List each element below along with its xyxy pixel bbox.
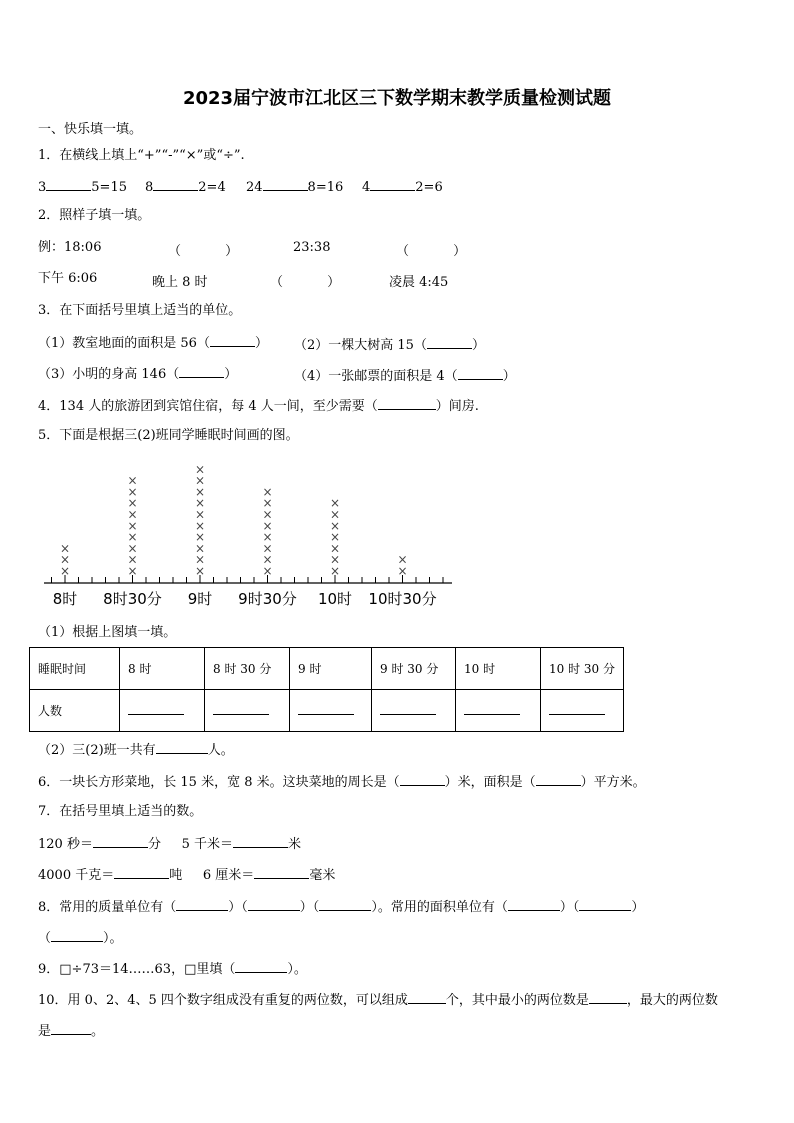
- q8-mid: ）（: [299, 900, 320, 915]
- data-mark: ×: [262, 552, 273, 567]
- answer-blank[interactable]: [589, 991, 627, 1004]
- data-mark: ×: [127, 564, 138, 578]
- data-mark: ×: [329, 530, 341, 545]
- q3-item-3: （3）小明的身高 146（: [38, 367, 180, 382]
- tick-labels: [53, 590, 437, 608]
- q2-time: 23:38: [293, 240, 331, 255]
- answer-blank[interactable]: [176, 898, 228, 911]
- data-mark: ×: [262, 496, 273, 511]
- q7-a3: 5 千米＝: [181, 837, 234, 852]
- q10-text-c: ，最大的两位数: [626, 993, 718, 1008]
- q10-line2-b: 。: [91, 1024, 105, 1039]
- answer-blank[interactable]: [248, 898, 300, 911]
- answer-blank[interactable]: [378, 397, 436, 410]
- answer-blank[interactable]: [51, 929, 103, 942]
- sleep-dot-plot: [38, 455, 458, 615]
- data-mark: ×: [329, 518, 341, 533]
- data-mark: ×: [127, 530, 138, 545]
- question-9-text: [38, 960, 307, 978]
- q1-item-right: 2=6: [415, 180, 443, 195]
- answer-blank[interactable]: [536, 773, 581, 786]
- data-mark: ×: [127, 496, 138, 511]
- q7-a2: 分: [147, 837, 161, 852]
- q8-line2-open: （: [38, 931, 52, 946]
- q9-text-b: ）。: [287, 962, 307, 977]
- question-1-text: 1．在横线上填上“+”“-”“×”或“÷”.: [38, 148, 245, 163]
- table-header-cell: 睡眠时间: [30, 648, 120, 690]
- question-1-items: [38, 178, 127, 196]
- q8-text-a: 8．常用的质量单位有（: [38, 900, 177, 915]
- answer-blank[interactable]: [508, 898, 560, 911]
- q6-text-c: ）平方米。: [580, 775, 646, 790]
- q8-line2-close: ）。: [103, 931, 123, 946]
- data-mark: ×: [397, 564, 408, 578]
- data-mark: ×: [194, 564, 206, 578]
- q2-evening: 晚上 8 时: [152, 275, 208, 290]
- question-3-text: 3．在下面括号里填上适当的单位。: [38, 303, 242, 318]
- q6-text-a: 6．一块长方形菜地，长 15 米，宽 8 米。这块菜地的周长是（: [38, 775, 400, 790]
- answer-blank[interactable]: [114, 866, 169, 879]
- answer-blank[interactable]: [156, 741, 208, 754]
- data-mark: ×: [194, 541, 206, 556]
- q4-text-b: ）间房.: [435, 399, 479, 414]
- data-mark: ×: [329, 564, 341, 578]
- question-10-text: [38, 991, 718, 1009]
- answer-blank[interactable]: [93, 835, 148, 848]
- q1-item-right: 8=16: [307, 180, 344, 195]
- q7-b3: 6 厘米＝: [202, 868, 255, 883]
- q7-a4: 米: [288, 837, 302, 852]
- tick-label: 10时30分: [368, 590, 437, 608]
- answer-blank[interactable]: [210, 334, 255, 347]
- answer-blank[interactable]: [427, 336, 472, 349]
- data-mark: ×: [127, 541, 138, 556]
- answer-paren[interactable]: （ ）: [270, 275, 341, 290]
- data-mark: ×: [262, 507, 273, 522]
- data-mark: ×: [329, 496, 341, 511]
- q7-b4: 毫米: [309, 868, 336, 883]
- q1-item-right: 5=15: [91, 180, 127, 195]
- q4-text-a: 4．134 人的旅游团到宾馆住宿，每 4 人一间，至少需要（: [38, 399, 378, 414]
- data-mark: ×: [127, 507, 138, 522]
- data-mark: ×: [194, 484, 206, 499]
- data-mark: ×: [127, 484, 138, 499]
- tick-label: 8时: [52, 590, 78, 608]
- data-mark: ×: [262, 541, 273, 556]
- q5-sub-2: [38, 741, 234, 759]
- data-mark: ×: [329, 507, 341, 522]
- data-mark: ×: [194, 552, 206, 567]
- answer-blank[interactable]: [458, 367, 503, 380]
- data-mark: ×: [194, 462, 206, 477]
- table-answer-cell[interactable]: [205, 690, 290, 732]
- q3-close: ）: [502, 369, 516, 384]
- question-8-text: [38, 898, 644, 916]
- data-mark: ×: [59, 564, 71, 578]
- answer-blank[interactable]: [263, 178, 308, 191]
- tick-label: 9时30分: [238, 590, 297, 608]
- page-title: 2023届宁波市江北区三下数学期末教学质量检测试题: [182, 88, 612, 109]
- q3-item-2: （2）一棵大树高 15（: [294, 338, 427, 353]
- q7-b2: 吨: [169, 868, 183, 883]
- answer-blank[interactable]: [46, 178, 91, 191]
- data-mark: ×: [59, 552, 71, 567]
- data-mark: ×: [127, 473, 138, 488]
- data-mark: ×: [127, 552, 138, 567]
- answer-blank[interactable]: [233, 835, 288, 848]
- q7-b1: 4000 千克＝: [38, 868, 115, 883]
- q1-item-left: 8: [145, 180, 154, 195]
- answer-blank[interactable]: [408, 991, 446, 1004]
- data-mark: ×: [194, 473, 206, 488]
- q3-close: ）: [224, 367, 238, 382]
- data-mark: ×: [262, 564, 273, 578]
- q3-item-4: （4）一张邮票的面积是 4（: [294, 369, 458, 384]
- answer-blank[interactable]: [370, 178, 415, 191]
- data-mark: ×: [127, 518, 138, 533]
- q2-dawn: 凌晨 4:45: [389, 275, 449, 290]
- q3-item-1: （1）教室地面的面积是 56（: [38, 336, 210, 351]
- q7-a1: 120 秒＝: [38, 837, 93, 852]
- q8-mid: ）（: [559, 900, 580, 915]
- table-col-header: 10 时 30 分: [541, 648, 624, 690]
- section-heading: 一、快乐填一填。: [38, 122, 143, 137]
- table-answer-cell[interactable]: [120, 690, 205, 732]
- sleep-table: [29, 647, 624, 732]
- table-answer-cell[interactable]: [456, 690, 541, 732]
- table-col-header: 10 时: [456, 648, 541, 690]
- q1-item-left: 3: [38, 180, 47, 195]
- tick-label: 8时30分: [103, 590, 162, 608]
- q8-text-b: ）。常用的面积单位有（: [371, 900, 508, 915]
- question-5-text: 5．下面是根据三(2)班同学睡眠时间画的图。: [38, 428, 299, 443]
- data-mark: ×: [194, 518, 206, 533]
- q5-sub-2-b: 人。: [207, 743, 234, 758]
- question-4-text: [38, 397, 479, 415]
- table-col-header: 8 时: [120, 648, 205, 690]
- answer-blank[interactable]: [319, 898, 371, 911]
- table-col-header: 9 时: [290, 648, 372, 690]
- data-mark: ×: [329, 541, 341, 556]
- q9-text-a: 9．□÷73＝14……63，□里填（: [38, 962, 236, 977]
- q8-close: ）: [631, 900, 645, 915]
- q6-text-b: ）米，面积是（: [444, 775, 536, 790]
- table-answer-cell[interactable]: [290, 690, 372, 732]
- q10-line2-a: 是: [38, 1024, 52, 1039]
- data-mark: ×: [194, 530, 206, 545]
- data-mark: ×: [397, 552, 408, 567]
- q3-close: ）: [471, 338, 485, 353]
- table-col-header: 8 时 30 分: [205, 648, 290, 690]
- answer-blank[interactable]: [235, 960, 287, 973]
- answer-paren[interactable]: （ ）: [168, 244, 239, 259]
- data-mark: ×: [59, 541, 71, 556]
- tick-label: 9时: [187, 590, 213, 608]
- tick-label: 10时: [317, 590, 353, 608]
- data-mark: ×: [262, 518, 273, 533]
- answer-blank[interactable]: [254, 866, 309, 879]
- q1-item-left: 24: [246, 180, 263, 195]
- q1-item-right: 2=4: [198, 180, 226, 195]
- question-2-text: 2．照样子填一填。: [38, 208, 151, 223]
- q3-close: ）: [254, 336, 268, 351]
- table-header-cell: 人数: [30, 690, 120, 732]
- axis-ticks: [52, 575, 444, 583]
- q10-text-b: 个，其中最小的两位数是: [445, 993, 589, 1008]
- data-mark: ×: [194, 507, 206, 522]
- table-answer-cell[interactable]: [541, 690, 624, 732]
- data-mark: ×: [194, 496, 206, 511]
- question-6-text: [38, 773, 646, 791]
- table-answer-cell[interactable]: [372, 690, 456, 732]
- answer-blank[interactable]: [179, 365, 224, 378]
- answer-blank[interactable]: [579, 898, 631, 911]
- data-mark: ×: [262, 530, 273, 545]
- answer-blank[interactable]: [153, 178, 198, 191]
- data-mark: ×: [329, 552, 341, 567]
- q1-item-left: 4: [362, 180, 371, 195]
- answer-blank[interactable]: [51, 1022, 91, 1035]
- answer-blank[interactable]: [400, 773, 445, 786]
- q8-mid: ）（: [228, 900, 248, 915]
- q2-example: 例：18:06: [38, 240, 102, 255]
- q10-text-a: 10．用 0、2、4、5 四个数字组成没有重复的两位数，可以组成: [38, 993, 408, 1008]
- q5-sub-1: （1）根据上图填一填。: [38, 625, 177, 640]
- q2-afternoon: 下午 6:06: [38, 271, 98, 286]
- answer-paren[interactable]: （ ）: [396, 244, 467, 259]
- table-col-header: 9 时 30 分: [372, 648, 456, 690]
- data-mark: ×: [262, 484, 273, 499]
- data-marks: [60, 462, 408, 578]
- question-7-text: 7．在括号里填上适当的数。: [38, 804, 203, 819]
- q5-sub-2-a: （2）三(2)班一共有: [38, 743, 156, 758]
